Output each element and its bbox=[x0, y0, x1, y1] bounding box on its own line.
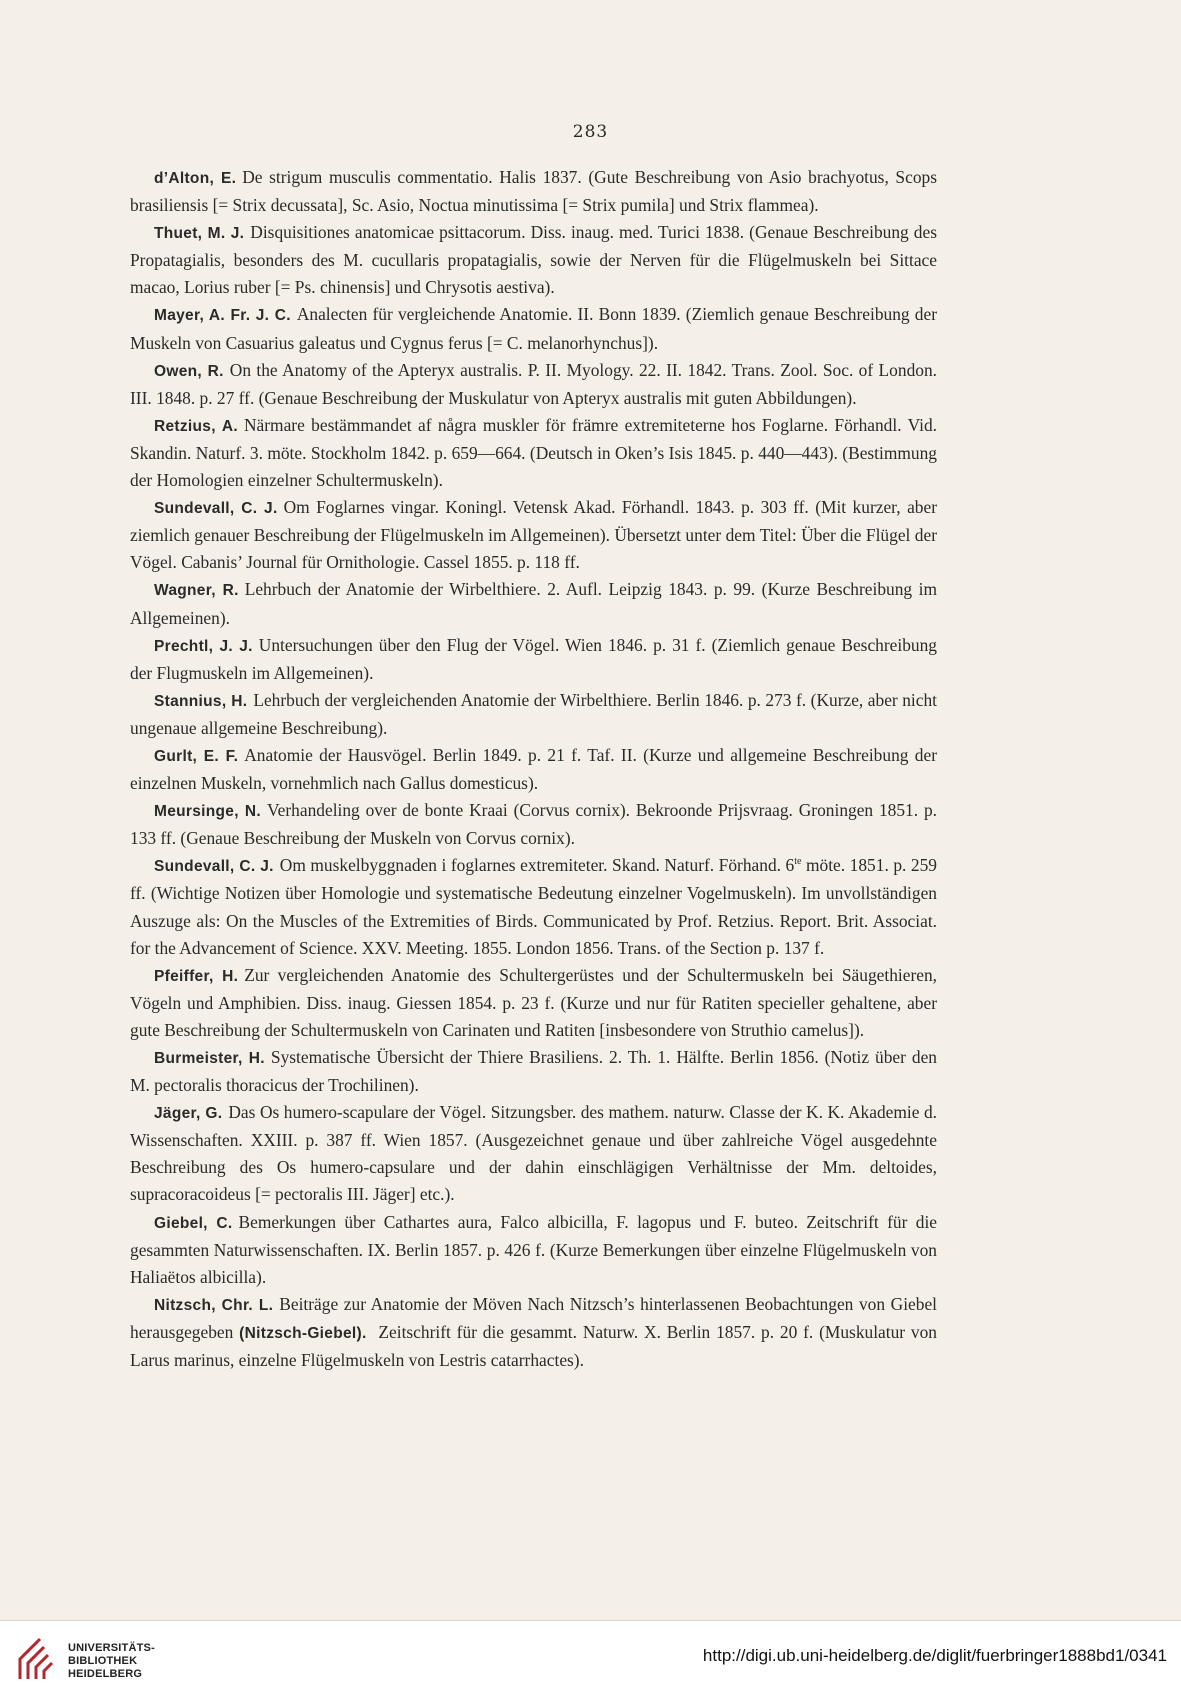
entry-author: Sundevall, C. J. bbox=[154, 500, 278, 518]
entry-text: Anatomie der Hausvögel. Berlin 1849. p. 21 f. Taf. II. (Kurze und allgemeine Beschreibung der einzelnen Muskeln, vornehmlich nach Gallus domesticus). bbox=[130, 744, 937, 794]
entry-author: Retzius, A. bbox=[154, 417, 238, 435]
bibliography-list bbox=[130, 164, 937, 1374]
library-logo-icon bbox=[14, 1633, 66, 1685]
bibliography-entry bbox=[130, 1291, 937, 1374]
library-name-line: UNIVERSITÄTS- bbox=[68, 1642, 155, 1654]
entry-text: Om Foglarnes vingar. Koningl. Vetensk Akad. Förhandl. 1843. p. 303 ff. (Mit kurzer, aber ziemlich genauer Beschreibung der Flügelmuskeln im Allgemeinen). Übersetzt unter dem Titel: Über die Flügel der Vögel. Cabanis’ Journal für Ornithologie. Cassel 1855. p. 118 ff. bbox=[130, 497, 937, 573]
bibliography-entry bbox=[130, 576, 937, 631]
entry-author: Sundevall, C. J. bbox=[154, 858, 274, 876]
entry-text: möte. 1851. p. 259 ff. (Wichtige Notizen über Homologie und systematische Bedeutung einzelner Vogelmuskeln). Im unvollständigen Auszuge als: On the Muscles of the Extremities of Birds. Communicated by Prof. Retzius. Report. Brit. Associat. for the Advancement of Science. XXV. Meeting. 1855. London 1856. Trans. of the Section p. 137 f. bbox=[130, 855, 937, 958]
entry-text: Lehrbuch der Anatomie der Wirbelthiere. 2. Aufl. Leipzig 1843. p. 99. (Kurze Beschreibung im Allgemeinen). bbox=[130, 579, 937, 628]
entry-author: d’Alton, E. bbox=[154, 170, 237, 187]
entry-author: Meursinge, N. bbox=[154, 803, 262, 821]
bibliography-entry bbox=[130, 219, 937, 301]
entry-author: Pfeiffer, H. bbox=[154, 967, 239, 985]
entry-superscript: te bbox=[794, 856, 802, 868]
bibliography-entry bbox=[130, 494, 937, 576]
bibliography-entry bbox=[130, 632, 937, 687]
entry-author: Burmeister, H. bbox=[154, 1050, 265, 1067]
bibliography-entry bbox=[130, 852, 937, 961]
entry-text: Verhandeling over de bonte Kraai (Corvus cornix). Bekroonde Prijsvraag. Groningen 1851. p. 133 ff. (Genaue Beschreibung der Muskeln von Corvus cornix). bbox=[130, 800, 937, 849]
entry-author: Jäger, G. bbox=[154, 1105, 223, 1123]
entry-author: Giebel, C. bbox=[154, 1214, 233, 1232]
bibliography-entry bbox=[130, 357, 937, 412]
library-name-line: BIBLIOTHEK bbox=[68, 1655, 138, 1667]
entry-author: Gurlt, E. F. bbox=[154, 747, 239, 765]
library-name-line: HEIDELBERG bbox=[68, 1668, 143, 1680]
entry-author: Nitzsch, Chr. L. bbox=[154, 1296, 274, 1314]
entry-author: Prechtl, J. J. bbox=[154, 637, 253, 655]
entry-text: Zur vergleichenden Anatomie des Schultergerüstes und der Schultermuskeln bei Säugethieren, Vögeln und Amphibien. Diss. inaug. Giessen 1854. p. 23 f. (Kurze und nur für Ratiten specieller gehaltene, aber gute Beschreibung der Schultermuskeln von Carinaten und Ratiten [insbesondere von Struthio camelus]). bbox=[130, 964, 938, 1040]
bibliography-entry bbox=[130, 1099, 937, 1208]
bibliography-entry bbox=[130, 797, 937, 852]
entry-text: Närmare bestämmandet af några muskler för främre extremiteterne hos Foglarne. Förhandl. Vid. Skandin. Naturf. 3. möte. Stockholm 1842. p. 659—664. (Deutsch in Oken’s Isis 1845. p. 440—443). (Bestimmung der Homologien einzelner Schultermuskeln). bbox=[130, 414, 937, 491]
entry-text: De strigum musculis commentatio. Halis 1837. (Gute Beschreibung von Asio brachyotus, Scops brasiliensis [= Strix decussata], Sc. Asio, Noctua minutissima [= Strix pumila] und Strix flammea). bbox=[130, 167, 937, 216]
entry-text: Disquisitiones anatomicae psittacorum. Diss. inaug. med. Turici 1838. (Genaue Beschreibung des Propatagialis, besonders des M. cucullaris propatagialis, sowie der Nerven für die Flügelmuskeln bei Sittace macao, Lorius ruber [= Ps. chinensis] und Chrysotis aestiva). bbox=[130, 222, 937, 298]
entry-text: Das Os humero-scapulare der Vögel. Sitzungsber. des mathem. naturw. Classe der K. K. Akademie d. Wissenschaften. XXIII. p. 387 ff. Wien 1857. (Ausgezeichnet genaue und über zahlreiche Vögel ausgedehnte Beschreibung des Os humero-capsulare und der dahin einschlägigen Verhältnisse der Mm. deltoides, supracoracoideus [= pectoralis III. Jäger] etc.). bbox=[130, 1102, 938, 1205]
bibliography-entry bbox=[130, 742, 937, 797]
entry-text-lead: Beiträge zur Anatomie der Möven Nach Nitzsch’s hinterlassenen Beobachtungen von Giebel herausgegeben bbox=[130, 1293, 938, 1342]
source-url-link[interactable]: http://digi.ub.uni-heidelberg.de/diglit/fuerbringer1888bd1/0341 bbox=[702, 1646, 1167, 1665]
entry-text: Bemerkungen über Cathartes aura, Falco albicilla, F. lagopus und F. buteo. Zeitschrift für die gesammten Naturwissenschaften. IX. Berlin 1857. p. 426 f. (Kurze Bemerkungen über einzelne Flügelmuskeln von Haliaëtos albicilla). bbox=[130, 1211, 937, 1287]
entry-author: Owen, R. bbox=[154, 362, 224, 380]
entry-text: Untersuchungen über den Flug der Vögel. Wien 1846. p. 31 f. (Ziemlich genaue Beschreibung der Flugmuskeln im Allgemeinen). bbox=[130, 634, 937, 683]
bibliography-entry bbox=[130, 412, 937, 494]
footer-bar bbox=[0, 1620, 1181, 1701]
page-number: 283 bbox=[572, 122, 609, 142]
entry-author: Thuet, M. J. bbox=[154, 225, 245, 243]
entry-text-lead: Om muskelbyggnaden i foglarnes extremiteter. Skand. Naturf. Förhand. 6 bbox=[279, 855, 795, 876]
bibliography-entry bbox=[130, 164, 937, 219]
bibliography-entry bbox=[130, 687, 937, 742]
bibliography-entry bbox=[130, 1044, 937, 1099]
library-name bbox=[68, 1642, 155, 1681]
entry-text: Zeitschrift für die gesammt. Naturw. X. Berlin 1857. p. 20 f. (Muskulatur von Larus marinus, einzelne Flügelmuskeln von Lestris catarrhactes). bbox=[130, 1321, 937, 1371]
bibliography-entry bbox=[130, 1209, 937, 1291]
entry-text: Analecten für vergleichende Anatomie. II. Bonn 1839. (Ziemlich genaue Beschreibung der Muskeln von Casuarius galeatus und Cygnus ferus [= C. melanorhynchus]). bbox=[130, 304, 937, 353]
bibliography-entry bbox=[130, 301, 937, 356]
entry-author: Mayer, A. Fr. J. C. bbox=[154, 307, 291, 325]
entry-text: Systematische Übersicht der Thiere Brasiliens. 2. Th. 1. Hälfte. Berlin 1856. (Notiz über den M. pectoralis thoracicus der Trochilinen). bbox=[130, 1047, 937, 1096]
entry-text: Lehrbuch der vergleichenden Anatomie der Wirbelthiere. Berlin 1846. p. 273 f. (Kurze, aber nicht ungenaue allgemeine Beschreibung). bbox=[130, 689, 937, 738]
bibliography-entry bbox=[130, 962, 937, 1044]
entry-inline-author: (Nitzsch-Giebel). bbox=[239, 1324, 367, 1342]
entry-text: On the Anatomy of the Apteryx australis. P. II. Myology. 22. II. 1842. Trans. Zool. Soc. of London. III. 1848. p. 27 ff. (Genaue Beschreibung der Muskulatur von Apteryx australis mit guten Abbildungen). bbox=[130, 359, 938, 408]
entry-author: Wagner, R. bbox=[154, 582, 239, 600]
entry-author: Stannius, H. bbox=[154, 692, 248, 710]
